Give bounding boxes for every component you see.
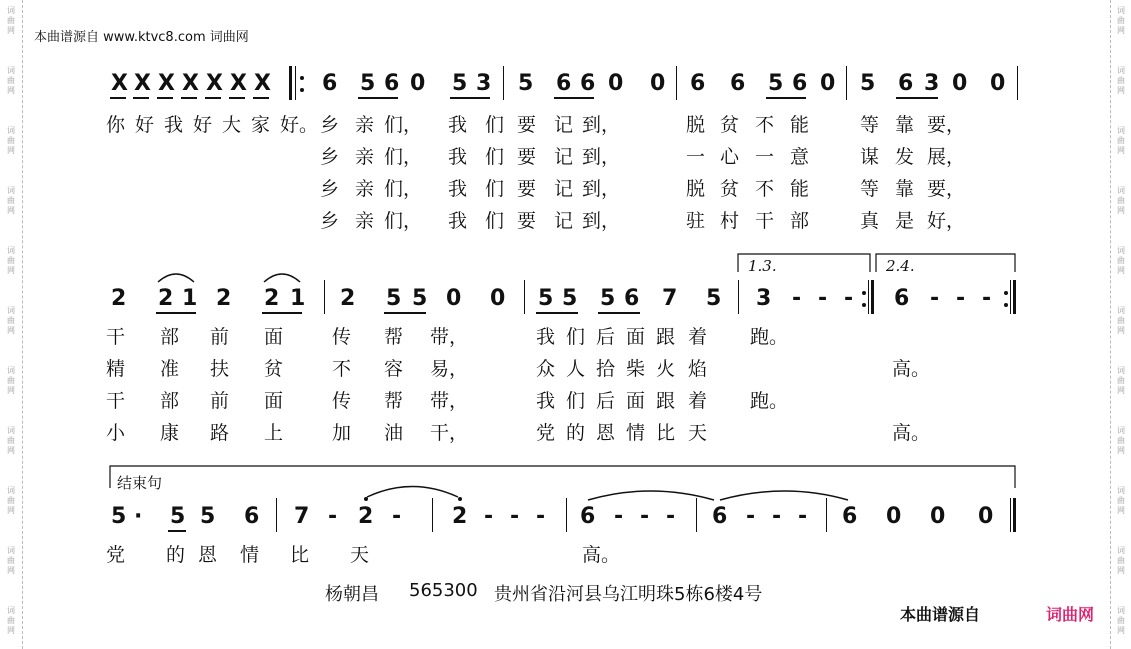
note: X xyxy=(158,71,175,96)
note: 3 xyxy=(476,71,492,96)
lyric: 带， xyxy=(430,390,469,412)
watermark-char: 网 xyxy=(1117,386,1125,395)
lyric: 一 xyxy=(755,146,775,168)
note: - xyxy=(328,504,338,529)
note: 2 xyxy=(452,504,468,529)
watermark-char: 词 xyxy=(7,486,15,495)
note: - xyxy=(930,286,940,311)
note: 2 xyxy=(216,286,232,311)
watermark-char: 词 xyxy=(1117,6,1125,15)
lyric: 们， xyxy=(384,114,423,136)
lyric: 要 xyxy=(517,114,537,136)
note: 6 xyxy=(792,71,808,96)
note: 0 xyxy=(952,71,968,96)
watermark-char: 网 xyxy=(1117,266,1125,275)
watermark-char: 网 xyxy=(1117,566,1125,575)
lyric: 乡 xyxy=(320,114,340,136)
lyric: 火 xyxy=(656,358,676,380)
address: 贵州省沿河县乌江明珠5栋6楼4号 xyxy=(494,584,763,605)
lyric: 们 xyxy=(485,210,505,232)
lyric: 后 xyxy=(596,390,616,412)
lyric: 到， xyxy=(582,178,621,200)
lyric: 谋 xyxy=(860,146,880,168)
lyric: 们， xyxy=(384,210,423,232)
note: 0 xyxy=(820,71,836,96)
note: X xyxy=(111,71,128,96)
note: 3 xyxy=(924,71,940,96)
lyric: 部 xyxy=(160,390,180,412)
note: 6 xyxy=(556,71,572,96)
note: 6 xyxy=(322,71,338,96)
lyric: 能 xyxy=(790,178,810,200)
watermark-char: 曲 xyxy=(7,496,15,505)
lyric: 村 xyxy=(720,210,740,232)
lyric: 面 xyxy=(264,326,284,348)
lyric: 面 xyxy=(264,390,284,412)
watermark-char: 曲 xyxy=(1117,436,1125,445)
note: X xyxy=(206,71,223,96)
note: 6 xyxy=(580,504,596,529)
lyric: 要 xyxy=(517,146,537,168)
lyric: 记 xyxy=(554,114,574,136)
lyric: 们， xyxy=(384,178,423,200)
watermark-char: 曲 xyxy=(7,256,15,265)
lyric: 是 xyxy=(895,210,915,232)
lyric: 跟 xyxy=(656,326,676,348)
lyric: 乡 xyxy=(320,178,340,200)
note: 6 xyxy=(842,504,858,529)
ending-bracket-1 xyxy=(738,254,870,272)
lyric: 易， xyxy=(430,358,469,380)
lyric: 比 xyxy=(656,422,676,444)
note: - xyxy=(640,504,650,529)
lyric: 恩 xyxy=(198,544,218,566)
lyric: 们 xyxy=(566,326,586,348)
watermark-char: 曲 xyxy=(1117,16,1125,25)
lyric: 不 xyxy=(332,358,352,380)
lyric: 不 xyxy=(755,178,775,200)
lyric: 们 xyxy=(485,178,505,200)
watermark-char: 网 xyxy=(7,86,15,95)
lyric: 跑。 xyxy=(750,326,789,348)
lyric: 干， xyxy=(430,422,469,444)
note: 2 xyxy=(358,504,374,529)
note: 5 xyxy=(706,286,722,311)
note: 5 xyxy=(200,504,216,529)
note: 0 xyxy=(930,504,946,529)
lyric: 众 xyxy=(536,358,556,380)
lyric: 你 xyxy=(106,114,126,136)
lyric: 展， xyxy=(927,146,966,168)
note: 7 xyxy=(662,286,678,311)
lyric: 我 xyxy=(448,210,468,232)
watermark-char: 词 xyxy=(1117,66,1125,75)
watermark-char: 曲 xyxy=(1117,196,1125,205)
lyric: 我 xyxy=(448,178,468,200)
lyric: 上 xyxy=(264,422,284,444)
note: 5 xyxy=(111,504,127,529)
watermark-char: 词 xyxy=(7,426,15,435)
lyric: 我 xyxy=(536,326,556,348)
lyric: 到， xyxy=(582,210,621,232)
lyric: 高。 xyxy=(892,422,931,444)
lyric: 大 xyxy=(222,114,242,136)
note: 0 xyxy=(886,504,902,529)
note: 2 xyxy=(111,286,127,311)
lyric: 好。 xyxy=(280,114,319,136)
ending-1-label: 1.3. xyxy=(748,257,777,275)
note: - xyxy=(746,504,756,529)
watermark-char: 网 xyxy=(1117,446,1125,455)
lyric: 情 xyxy=(626,422,646,444)
note: X xyxy=(134,71,151,96)
slur-2-1-a xyxy=(158,274,194,282)
watermark-char: 曲 xyxy=(1117,316,1125,325)
lyric: 驻 xyxy=(686,210,706,232)
note: · xyxy=(134,504,143,529)
lyric: 的 xyxy=(166,544,186,566)
note: 6 xyxy=(384,71,400,96)
lyric: 们 xyxy=(566,390,586,412)
lyric: 加 xyxy=(332,422,352,444)
lyric: 一 xyxy=(686,146,706,168)
watermark-char: 词 xyxy=(1117,186,1125,195)
lyric: 好 xyxy=(193,114,213,136)
note: 5 xyxy=(768,71,784,96)
lyric: 靠 xyxy=(895,178,915,200)
credit-prefix: 本曲谱源自 xyxy=(900,605,981,624)
watermark-char: 曲 xyxy=(7,556,15,565)
note: - xyxy=(536,504,546,529)
lyric: 油 xyxy=(384,422,404,444)
tie-6a xyxy=(588,491,714,500)
watermark-char: 网 xyxy=(7,506,15,515)
lyric: 部 xyxy=(790,210,810,232)
watermark-char: 网 xyxy=(7,146,15,155)
lyric: 意 xyxy=(790,146,810,168)
lyric: 党 xyxy=(536,422,556,444)
lyric: 的 xyxy=(566,422,586,444)
lyric: 柴 xyxy=(626,358,646,380)
lyric: 到， xyxy=(582,114,621,136)
note: X xyxy=(230,71,247,96)
watermark-char: 词 xyxy=(7,546,15,555)
watermark-char: 网 xyxy=(1117,206,1125,215)
watermark-char: 网 xyxy=(7,26,15,35)
note: 2 xyxy=(264,286,280,311)
note: - xyxy=(510,504,520,529)
coda-label: 结束句 xyxy=(117,474,163,492)
watermark-char: 网 xyxy=(1117,326,1125,335)
lyric: 干 xyxy=(106,326,126,348)
lyric: 天 xyxy=(350,544,370,566)
note: - xyxy=(614,504,624,529)
lyric: 比 xyxy=(290,544,310,566)
note: 5 xyxy=(860,71,876,96)
lyric: 们 xyxy=(485,146,505,168)
watermark-char: 词 xyxy=(7,126,15,135)
lyric: 亲 xyxy=(355,146,375,168)
lyric: 准 xyxy=(160,358,180,380)
credit-site: 词曲网 xyxy=(1046,605,1095,624)
watermark-char: 曲 xyxy=(1117,496,1125,505)
watermark-char: 曲 xyxy=(1117,136,1125,145)
note: - xyxy=(772,504,782,529)
watermark-char: 词 xyxy=(7,66,15,75)
note: 5 xyxy=(170,504,186,529)
note: 5 xyxy=(412,286,428,311)
lyric: 帮 xyxy=(384,390,404,412)
lyric: 干 xyxy=(755,210,775,232)
note: - xyxy=(818,286,828,311)
lyric: 脱 xyxy=(686,178,706,200)
note: 5 xyxy=(538,286,554,311)
lyric: 传 xyxy=(332,390,352,412)
ending-2-label: 2.4. xyxy=(886,257,915,275)
watermark-char: 词 xyxy=(1117,546,1125,555)
lyric: 前 xyxy=(210,390,230,412)
watermark-char: 曲 xyxy=(7,196,15,205)
note: - xyxy=(956,286,966,311)
note: 5 xyxy=(452,71,468,96)
lyric: 要 xyxy=(517,178,537,200)
watermark-char: 词 xyxy=(1117,606,1125,615)
source-line: 本曲谱源自 www.ktvc8.com 词曲网 xyxy=(34,30,249,45)
watermark-char: 词 xyxy=(1117,366,1125,375)
lyric: 小 xyxy=(106,422,126,444)
lyric: 着 xyxy=(688,390,708,412)
lyric: 着 xyxy=(688,326,708,348)
note: 0 xyxy=(608,71,624,96)
lyric: 亲 xyxy=(355,178,375,200)
lyric: 我 xyxy=(448,114,468,136)
postcode: 565300 xyxy=(409,580,478,601)
watermark-char: 曲 xyxy=(7,616,15,625)
note: 2 xyxy=(158,286,174,311)
note: 6 xyxy=(580,71,596,96)
watermark-char: 曲 xyxy=(7,376,15,385)
note: X xyxy=(182,71,199,96)
lyric: 路 xyxy=(210,422,230,444)
lyric: 贫 xyxy=(264,358,284,380)
lyric: 我 xyxy=(164,114,184,136)
lyric: 记 xyxy=(554,178,574,200)
lyric: 拾 xyxy=(596,358,616,380)
lyric: 等 xyxy=(860,114,880,136)
lyric: 恩 xyxy=(596,422,616,444)
watermark-char: 曲 xyxy=(7,136,15,145)
tie-2 xyxy=(367,487,458,498)
watermark-char: 网 xyxy=(1117,26,1125,35)
watermark-char: 词 xyxy=(7,306,15,315)
lyric: 干 xyxy=(106,390,126,412)
lyric: 我 xyxy=(536,390,556,412)
lyric: 靠 xyxy=(895,114,915,136)
lyric: 发 xyxy=(895,146,915,168)
watermark-char: 曲 xyxy=(1117,556,1125,565)
lyric: 不 xyxy=(755,114,775,136)
lyric: 贫 xyxy=(720,114,740,136)
ending-bracket-2 xyxy=(876,254,1015,272)
lyric: 能 xyxy=(790,114,810,136)
lyric: 要， xyxy=(927,114,966,136)
lyric: 等 xyxy=(860,178,880,200)
watermark-char: 曲 xyxy=(1117,616,1125,625)
note: 0 xyxy=(978,504,994,529)
watermark-char: 网 xyxy=(7,446,15,455)
note: 6 xyxy=(894,286,910,311)
note: - xyxy=(844,286,854,311)
lyric: 高。 xyxy=(582,544,621,566)
lyric: 好， xyxy=(927,210,966,232)
watermark-char: 词 xyxy=(7,366,15,375)
lyric: 康 xyxy=(160,422,180,444)
lyric: 天 xyxy=(688,422,708,444)
lyric: 精 xyxy=(106,358,126,380)
lyric: 贫 xyxy=(720,178,740,200)
note: - xyxy=(484,504,494,529)
lyric: 高。 xyxy=(892,358,931,380)
note: 5 xyxy=(562,286,578,311)
watermark-char: 曲 xyxy=(7,76,15,85)
watermark-char: 网 xyxy=(7,386,15,395)
watermark-char: 网 xyxy=(1117,86,1125,95)
lyric: 面 xyxy=(626,390,646,412)
lyric: 记 xyxy=(554,146,574,168)
lyric: 情 xyxy=(240,544,260,566)
note: - xyxy=(798,504,808,529)
lyric: 要 xyxy=(517,210,537,232)
watermark-char: 词 xyxy=(1117,426,1125,435)
watermark-char: 词 xyxy=(7,6,15,15)
watermark-char: 词 xyxy=(1117,246,1125,255)
watermark-char: 网 xyxy=(1117,146,1125,155)
lyric: 我 xyxy=(448,146,468,168)
note: 6 xyxy=(712,504,728,529)
watermark-char: 曲 xyxy=(7,316,15,325)
lyric: 真 xyxy=(860,210,880,232)
note: - xyxy=(982,286,992,311)
note: 2 xyxy=(340,286,356,311)
watermark-char: 曲 xyxy=(1117,76,1125,85)
lyric: 人 xyxy=(566,358,586,380)
note: 5 xyxy=(386,286,402,311)
note: 0 xyxy=(650,71,666,96)
watermark-char: 词 xyxy=(7,186,15,195)
lyric: 记 xyxy=(554,210,574,232)
note: 5 xyxy=(360,71,376,96)
note: 6 xyxy=(244,504,260,529)
watermark-char: 网 xyxy=(1117,506,1125,515)
lyric: 跟 xyxy=(656,390,676,412)
slur-2-1-b xyxy=(264,274,300,282)
note: 1 xyxy=(290,286,306,311)
lyric: 亲 xyxy=(355,114,375,136)
coda-bracket xyxy=(110,466,1015,488)
lyric: 面 xyxy=(626,326,646,348)
note: 5 xyxy=(518,71,534,96)
note: 7 xyxy=(294,504,310,529)
note: X xyxy=(254,71,271,96)
watermark-char: 网 xyxy=(1117,626,1125,635)
lyric: 跑。 xyxy=(750,390,789,412)
lyric: 亲 xyxy=(355,210,375,232)
lyric: 乡 xyxy=(320,210,340,232)
note: 3 xyxy=(756,286,772,311)
note: 0 xyxy=(446,286,462,311)
lyric: 容 xyxy=(384,358,404,380)
note: - xyxy=(666,504,676,529)
watermark-char: 网 xyxy=(7,566,15,575)
watermark-char: 词 xyxy=(1117,126,1125,135)
lyric: 好 xyxy=(135,114,155,136)
note: 6 xyxy=(624,286,640,311)
watermark-char: 曲 xyxy=(7,16,15,25)
note: 1 xyxy=(182,286,198,311)
note: 0 xyxy=(410,71,426,96)
lyric: 心 xyxy=(720,146,740,168)
watermark-char: 词 xyxy=(7,246,15,255)
lyric: 要， xyxy=(927,178,966,200)
watermark-char: 曲 xyxy=(7,436,15,445)
note: 6 xyxy=(730,71,746,96)
lyric: 们， xyxy=(384,146,423,168)
lyric: 乡 xyxy=(320,146,340,168)
author-name: 杨朝昌 xyxy=(325,584,379,605)
note: 6 xyxy=(898,71,914,96)
lyric: 后 xyxy=(596,326,616,348)
watermark-char: 词 xyxy=(7,606,15,615)
note: - xyxy=(392,504,402,529)
lyric: 脱 xyxy=(686,114,706,136)
lyric: 焰 xyxy=(688,358,708,380)
watermark-char: 网 xyxy=(7,206,15,215)
tie-6b xyxy=(720,491,848,500)
lyric: 家 xyxy=(251,114,271,136)
lyric: 党 xyxy=(106,544,126,566)
watermark-char: 曲 xyxy=(1117,256,1125,265)
note: - xyxy=(792,286,802,311)
note: 0 xyxy=(490,286,506,311)
lyric: 带， xyxy=(430,326,469,348)
lyric: 们 xyxy=(485,114,505,136)
watermark-char: 网 xyxy=(7,266,15,275)
watermark-char: 网 xyxy=(7,626,15,635)
lyric: 到， xyxy=(582,146,621,168)
watermark-char: 曲 xyxy=(1117,376,1125,385)
lyric: 前 xyxy=(210,326,230,348)
note: 6 xyxy=(690,71,706,96)
note: 0 xyxy=(990,71,1006,96)
lyric: 部 xyxy=(160,326,180,348)
watermark-char: 网 xyxy=(7,326,15,335)
watermark-char: 词 xyxy=(1117,306,1125,315)
note: 5 xyxy=(600,286,616,311)
watermark-char: 词 xyxy=(1117,486,1125,495)
lyric: 传 xyxy=(332,326,352,348)
lyric: 帮 xyxy=(384,326,404,348)
lyric: 扶 xyxy=(210,358,230,380)
